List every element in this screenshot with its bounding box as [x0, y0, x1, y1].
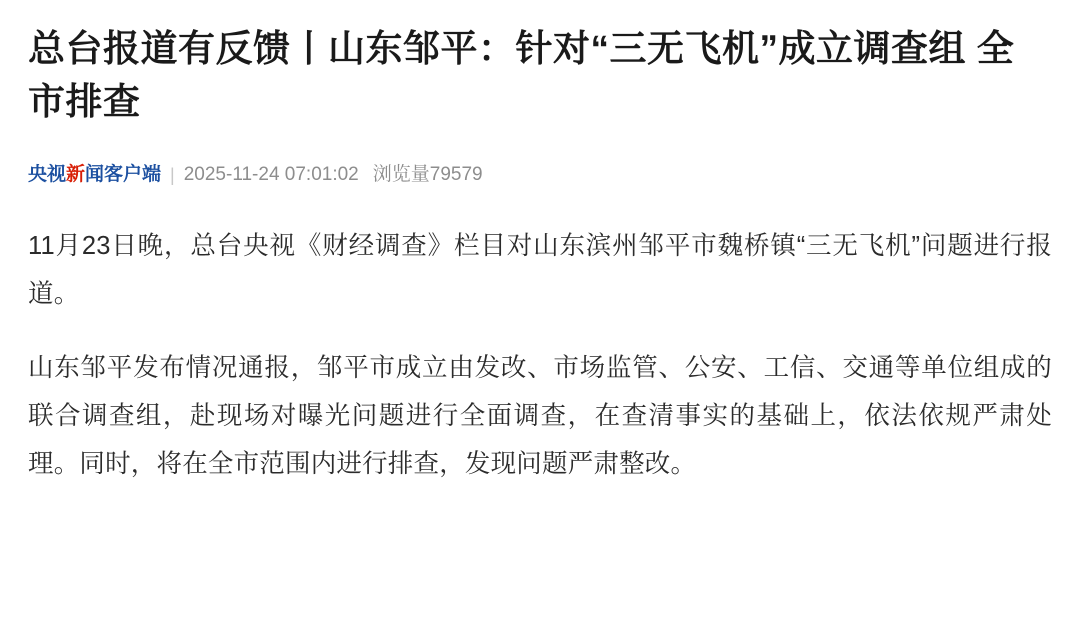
page-title: 总台报道有反馈丨山东邹平：针对“三无飞机”成立调查组 全市排查 — [28, 28, 1015, 122]
source-name-part3: 闻客户端 — [85, 164, 162, 185]
source-name-part1: 央视 — [28, 164, 67, 185]
article-body — [28, 222, 1052, 488]
publish-date: 2025-11-24 07:01:02 — [183, 164, 359, 185]
source-name[interactable] — [28, 164, 161, 186]
view-count: 浏览量79579 — [372, 164, 483, 185]
meta-separator: | — [170, 165, 175, 185]
article-paragraph: 11月23日晚，总台央视《财经调查》栏目对山东滨州邹平市魏桥镇“三无飞机”问题进行报道。 — [28, 232, 1052, 308]
article-paragraph: 山东邹平发布情况通报，邹平市成立由发改、市场监管、公安、工信、交通等单位组成的联合调查组，赴现场对曝光问题进行全面调查，在查清事实的基础上，依法依规严肃处理。同时，将在全市范围内进行排查，发现问题严肃整改。 — [28, 354, 1052, 478]
source-name-part2: 新 — [66, 164, 86, 185]
article-meta — [28, 164, 1052, 186]
